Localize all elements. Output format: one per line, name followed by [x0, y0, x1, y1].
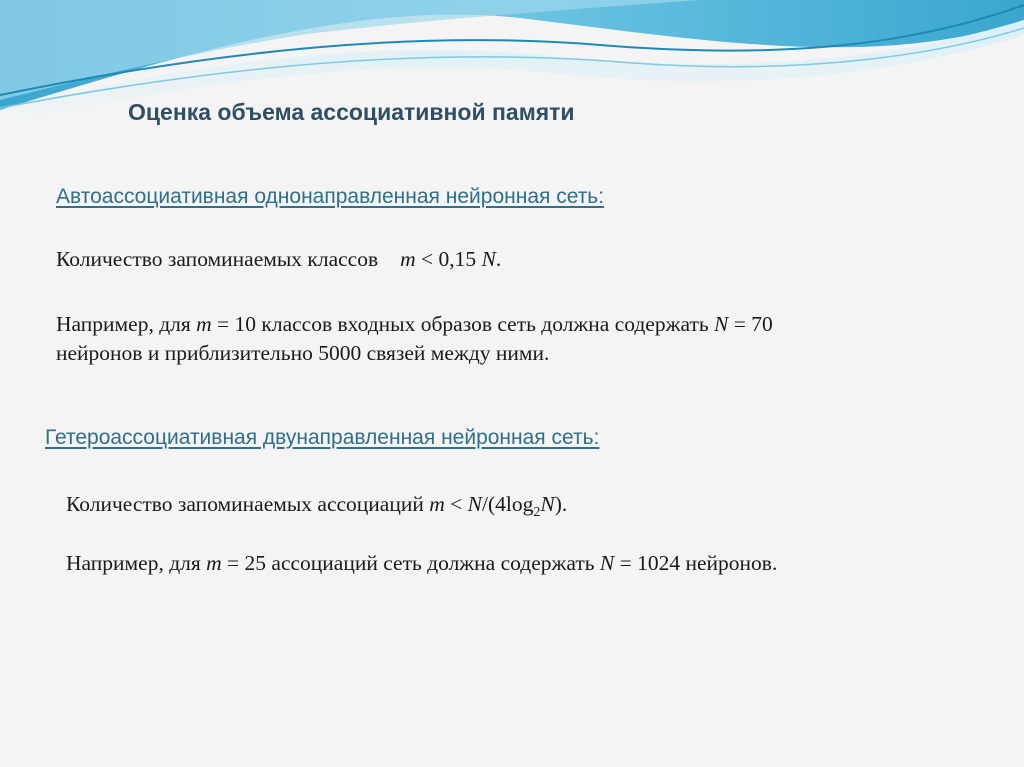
- operator-less-than: <: [415, 247, 439, 271]
- section-heading-autoassociative: Автоассоциативная однонаправленная нейронная сеть:: [56, 185, 605, 208]
- var-m: m: [206, 551, 222, 575]
- text-segment: = 70: [728, 312, 773, 336]
- var-n: N: [540, 492, 555, 516]
- heteroassociative-example: [66, 549, 777, 578]
- text-segment: Например, для: [56, 312, 197, 336]
- example-line-1: [56, 310, 773, 339]
- var-m: m: [196, 312, 212, 336]
- example-line-2: нейронов и приблизительно 5000 связей между ними.: [56, 341, 550, 365]
- section-heading-heteroassociative: Гетероассоциативная двунаправленная нейронная сеть:: [45, 426, 600, 449]
- autoassociative-example: [56, 310, 773, 368]
- log-base-subscript: 2: [533, 505, 541, 520]
- var-m: m: [400, 247, 416, 271]
- text-segment: = 1024 нейронов.: [614, 551, 778, 575]
- var-n: N: [714, 312, 729, 336]
- formula-label: Количество запоминаемых классов: [56, 247, 379, 271]
- formula-end: .: [495, 247, 502, 271]
- formula-end: ).: [554, 492, 568, 516]
- slide-title: Оценка объема ассоциативной памяти: [128, 99, 575, 125]
- coefficient: 0,15: [438, 247, 477, 271]
- heteroassociative-capacity-formula: [66, 490, 567, 527]
- text-segment: = 25 ассоциаций сеть должна содержать: [221, 551, 600, 575]
- formula-label: Количество запоминаемых ассоциаций: [66, 492, 430, 516]
- var-n: N: [467, 492, 482, 516]
- operator-less-than: <: [444, 492, 468, 516]
- var-n: N: [481, 247, 496, 271]
- var-m: m: [429, 492, 445, 516]
- var-n: N: [599, 551, 615, 575]
- autoassociative-capacity-formula: [56, 245, 501, 274]
- log-text: /(4log: [482, 492, 534, 516]
- text-segment: Например, для: [66, 551, 207, 575]
- text-segment: = 10 классов входных образов сеть должна содержать: [211, 312, 715, 336]
- decorative-wave-banner: [0, 0, 1024, 160]
